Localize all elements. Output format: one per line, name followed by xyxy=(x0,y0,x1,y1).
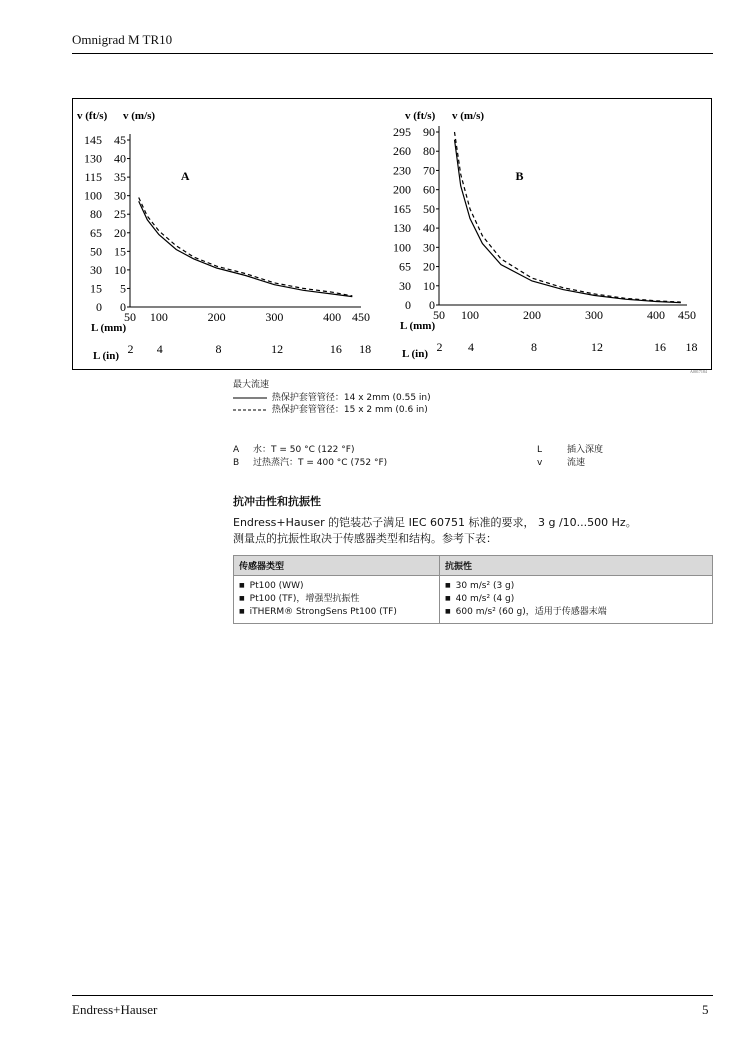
chart-a-y-tick-label-fts: 145 xyxy=(84,133,102,147)
list-item: ■ 40 m/s² (4 g) xyxy=(445,593,707,605)
vibration-resistance-cell xyxy=(440,576,713,624)
chart-b-x-tick-label-in: 18 xyxy=(685,340,698,354)
list-item: ■ 30 m/s² (3 g) xyxy=(445,580,707,592)
chart-b-x-tick-label-mm: 100 xyxy=(461,308,479,322)
section-paragraph-line-1: Endress+Hauser 的铠装芯子满足 IEC 60751 标准的要求， 3 g /10...500 Hz。 xyxy=(233,516,637,529)
chart-a-y-tick-label-ms: 30 xyxy=(114,188,126,203)
chart-a-y-tick-label-ms: 35 xyxy=(114,170,126,185)
figure-id: A0017184 xyxy=(690,369,707,374)
vibration-resistance-table xyxy=(233,555,713,624)
chart-b-y-tick-label-fts: 100 xyxy=(393,240,411,255)
chart-b-y-tick-label-ms: 0 xyxy=(429,298,435,312)
list-item: ■ iTHERM® StrongSens Pt100 (TF) xyxy=(239,606,434,618)
chart-b-x-tick-label-in: 12 xyxy=(590,340,603,354)
sensor-type-cell xyxy=(234,576,440,624)
key-row-l xyxy=(537,442,603,455)
chart-a-y-tick-label-ms: 25 xyxy=(114,207,126,222)
chart-a-y-tick-label-fts: 80 xyxy=(90,207,102,222)
chart-b-y-label-fts: v (ft/s) xyxy=(405,110,436,122)
chart-b-x-tick-label-in: 8 xyxy=(530,340,537,354)
chart-a-x-tick-label-in: 4 xyxy=(156,342,163,356)
chart-a-y-tick-label-ms: 20 xyxy=(114,225,126,240)
chart-a-x-label-in: L (in) xyxy=(93,350,119,362)
footer-brand: Endress+Hauser xyxy=(72,1002,158,1017)
chart-b-y-tick-label-ms: 20 xyxy=(423,259,435,274)
chart-a-x-tick-label-in: 18 xyxy=(359,342,372,356)
chart-b-y-tick-label-fts: 260 xyxy=(393,144,411,159)
key-code: v xyxy=(537,458,543,468)
chart-b-series-dashed xyxy=(455,132,681,302)
solid-line-swatch xyxy=(233,394,269,402)
key-code: B xyxy=(233,458,240,468)
chart-b-y-tick-label-fts: 230 xyxy=(393,163,411,178)
key-row-v xyxy=(537,455,585,468)
chart-b-y-tick-label-fts: 0 xyxy=(405,298,411,312)
key-text: 插入深度 xyxy=(567,445,604,455)
legend-dashed-row xyxy=(233,402,428,415)
legend-solid-text: 热保护套管管径：14 x 2mm (0.55 in) xyxy=(271,393,431,403)
chart-b-y-tick-label-ms: 80 xyxy=(423,144,435,159)
list-item: ■ Pt100 (TF)，增强型抗振性 xyxy=(239,593,434,605)
legend-heading: 最大流速 xyxy=(233,380,270,390)
chart-a-x-tick-label-mm: 450 xyxy=(352,310,370,324)
velocity-figure xyxy=(72,98,712,370)
chart-a-series-solid xyxy=(139,201,353,296)
key-text: 水：T = 50 °C (122 °F) xyxy=(253,445,355,455)
chart-b-y-tick-label-ms: 30 xyxy=(423,240,435,255)
chart-b-x-tick-label-in: 2 xyxy=(436,340,443,354)
key-code: A xyxy=(233,445,240,455)
chart-b-panel-letter: B xyxy=(515,169,524,183)
chart-b-y-tick-label-ms: 10 xyxy=(423,278,435,293)
chart-b-y-label-ms: v (m/s) xyxy=(452,110,485,122)
chart-b-x-tick-label-mm: 400 xyxy=(647,308,665,322)
chart-b-x-tick-label-in: 16 xyxy=(653,340,666,354)
footer-rule xyxy=(72,995,713,996)
chart-a-y-label-fts: v (ft/s) xyxy=(77,110,108,122)
chart-b-series-solid xyxy=(455,140,681,303)
chart-b-y-tick-label-fts: 295 xyxy=(393,125,411,139)
chart-a-x-tick-label-in: 12 xyxy=(271,342,284,356)
chart-a-x-tick-label-in: 8 xyxy=(215,342,222,356)
chart-b-y-tick-label-ms: 40 xyxy=(423,221,435,236)
chart-a-y-tick-label-fts: 130 xyxy=(84,151,102,166)
chart-b-y-tick-label-fts: 165 xyxy=(393,201,411,216)
chart-a-y-tick-label-fts: 100 xyxy=(84,188,102,203)
chart-a-panel-letter: A xyxy=(180,169,190,183)
chart-b-x-tick-label-mm: 200 xyxy=(523,308,541,322)
chart-a-y-tick-label-fts: 65 xyxy=(90,225,102,240)
chart-b-y-tick-label-fts: 130 xyxy=(393,221,411,236)
chart-a-y-tick-label-fts: 30 xyxy=(90,262,102,277)
table-row xyxy=(234,576,713,624)
chart-a-y-tick-label-ms: 5 xyxy=(120,281,126,296)
chart-a-y-tick-label-ms: 0 xyxy=(120,300,126,314)
list-item: ■ Pt100 (WW) xyxy=(239,580,434,592)
section-title: 抗冲击性和抗振性 xyxy=(233,495,321,508)
chart-b-y-tick-label-ms: 50 xyxy=(423,201,435,216)
legend-dashed-text: 热保护套管管径：15 x 2 mm (0.6 in) xyxy=(271,405,428,415)
chart-b-x-tick-label-mm: 450 xyxy=(678,308,696,322)
key-text: 过热蒸汽：T = 400 °C (752 °F) xyxy=(253,458,388,468)
chart-a-x-tick-label-mm: 50 xyxy=(124,310,136,324)
header-rule xyxy=(72,53,713,54)
chart-b-y-tick-label-fts: 65 xyxy=(399,259,411,274)
chart-a-y-tick-label-ms: 45 xyxy=(114,133,126,147)
chart-a-x-tick-label-mm: 200 xyxy=(207,310,226,324)
chart-a-x-tick-label-in: 16 xyxy=(329,342,342,356)
chart-b-y-tick-label-ms: 90 xyxy=(423,125,435,139)
key-row-a xyxy=(233,442,354,455)
page-number: 5 xyxy=(702,1002,709,1017)
chart-b-x-label-mm: L (mm) xyxy=(400,320,436,332)
chart-b-x-tick-label-mm: 50 xyxy=(433,308,445,322)
chart-a-x-tick-label-mm: 400 xyxy=(323,310,342,324)
chart-a-y-tick-label-ms: 10 xyxy=(114,262,126,277)
chart-a-y-label-ms: v (m/s) xyxy=(123,110,156,122)
chart-a-y-tick-label-ms: 40 xyxy=(114,151,126,166)
chart-b-y-tick-label-ms: 70 xyxy=(423,163,435,178)
dashed-line-swatch xyxy=(233,406,269,414)
chart-b-y-tick-label-ms: 60 xyxy=(423,182,435,197)
chart-a-x-tick-label-mm: 100 xyxy=(149,310,168,324)
chart-b-y-tick-label-fts: 200 xyxy=(393,182,411,197)
chart-a-x-tick-label-mm: 300 xyxy=(265,310,284,324)
chart-a-series-dashed xyxy=(139,198,353,296)
chart-b-x-tick-label-mm: 300 xyxy=(585,308,603,322)
chart-a-y-tick-label-ms: 15 xyxy=(114,244,126,259)
chart-a-y-tick-label-fts: 50 xyxy=(90,244,102,259)
chart-b-x-tick-label-in: 4 xyxy=(467,340,474,354)
chart-b-y-tick-label-fts: 30 xyxy=(399,278,411,293)
chart-a-y-tick-label-fts: 115 xyxy=(84,170,102,185)
key-text: 流速 xyxy=(567,458,586,468)
list-item: ■ 600 m/s² (60 g)，适用于传感器末端 xyxy=(445,606,707,618)
chart-a-x-tick-label-in: 2 xyxy=(127,342,134,356)
table-header-vibration-resistance: 抗振性 xyxy=(440,556,713,576)
key-row-b xyxy=(233,455,387,468)
section-paragraph-line-2: 测量点的抗振性取决于传感器类型和结构。参考下表： xyxy=(233,532,497,545)
chart-b-x-label-in: L (in) xyxy=(402,348,428,360)
key-code: L xyxy=(537,445,543,455)
chart-a-y-tick-label-fts: 0 xyxy=(96,300,102,314)
table-header-sensor-type: 传感器类型 xyxy=(234,556,440,576)
velocity-charts-svg xyxy=(73,99,713,371)
chart-a-x-label-mm: L (mm) xyxy=(91,322,127,334)
document-header-title: Omnigrad M TR10 xyxy=(72,32,173,47)
chart-a-y-tick-label-fts: 15 xyxy=(90,281,102,296)
